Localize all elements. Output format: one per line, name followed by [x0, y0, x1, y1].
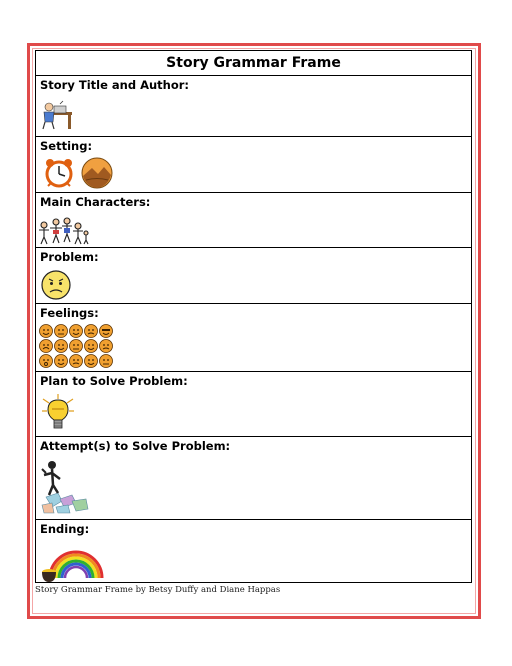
page-title: Story Grammar Frame	[35, 50, 472, 76]
landscape-icon	[80, 156, 114, 190]
section-title-author	[35, 76, 472, 137]
puzzle-person-icon	[38, 459, 90, 515]
rainbow-pot-of-gold-icon	[40, 540, 110, 582]
section-label: Story Title and Author:	[40, 78, 190, 92]
alarm-clock-icon	[42, 157, 76, 189]
section-label: Main Characters:	[40, 195, 151, 209]
worried-face-icon	[40, 269, 72, 301]
section-label: Problem:	[40, 250, 99, 264]
attribution-footer: Story Grammar Frame by Betsy Duffy and Diane Happas	[35, 585, 281, 595]
section-label: Plan to Solve Problem:	[40, 374, 188, 388]
section-main-characters	[35, 193, 472, 248]
writer-at-desk-icon	[40, 100, 74, 130]
section-setting	[35, 137, 472, 193]
section-label: Setting:	[40, 139, 93, 153]
section-attempts	[35, 437, 472, 520]
lightbulb-icon	[40, 393, 76, 433]
section-ending	[35, 520, 472, 583]
section-feelings	[35, 304, 472, 372]
section-label: Attempt(s) to Solve Problem:	[40, 439, 231, 453]
section-problem	[35, 248, 472, 304]
emotion-faces-icon	[39, 324, 119, 370]
people-group-icon	[38, 216, 90, 246]
section-plan	[35, 372, 472, 437]
section-label: Ending:	[40, 522, 90, 536]
section-label: Feelings:	[40, 306, 99, 320]
